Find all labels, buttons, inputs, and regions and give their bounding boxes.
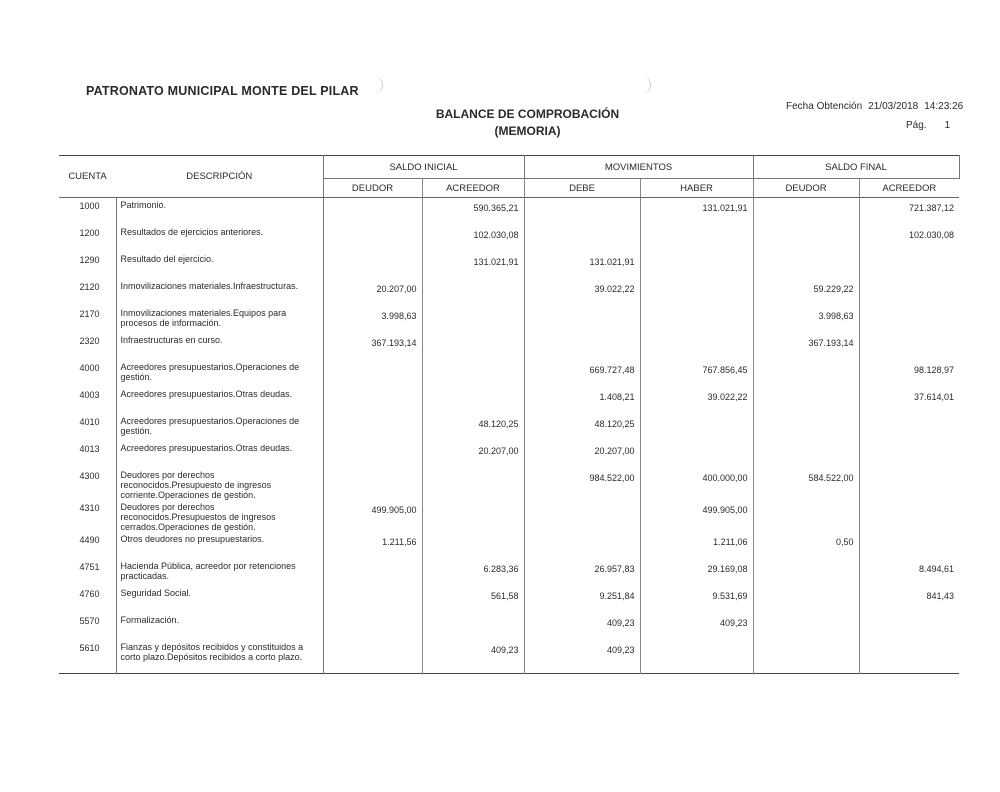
descripcion-cell: Resultado del ejercicio. <box>116 252 323 279</box>
debe-cell <box>524 500 640 532</box>
debe-cell: 20.207,00 <box>524 441 640 468</box>
si-deudor-cell: 367.193,14 <box>323 333 422 360</box>
cuenta-cell: 4003 <box>79 389 100 400</box>
si-deudor-cell: 499.905,00 <box>323 500 422 532</box>
balance-rows <box>59 198 959 674</box>
sf-acreedor-cell <box>859 613 959 640</box>
sf-acreedor-cell <box>859 500 959 532</box>
debe-cell: 984.522,00 <box>524 468 640 500</box>
si-deudor-cell <box>323 441 422 468</box>
si-deudor-cell <box>323 360 422 387</box>
subcol-sf-acreedor: ACREEDOR <box>859 179 959 198</box>
sf-acreedor-cell: 841,43 <box>859 586 959 613</box>
debe-cell: 1.408,21 <box>524 387 640 414</box>
debe-cell: 39.022,22 <box>524 279 640 306</box>
si-deudor-cell <box>323 414 422 441</box>
sf-acreedor-cell <box>859 414 959 441</box>
debe-cell <box>524 225 640 252</box>
report-title-line2: (MEMORIA) <box>494 124 561 138</box>
table-row <box>59 559 959 586</box>
si-acreedor-cell <box>422 333 524 360</box>
sf-acreedor-cell: 8.494,61 <box>859 559 959 586</box>
descripcion-cell: Resultados de ejercicios anteriores. <box>116 225 323 252</box>
sf-deudor-cell <box>753 640 859 674</box>
descripcion-cell: Acreedores presupuestarios.Otras deudas. <box>116 441 323 468</box>
haber-cell: 400.000,00 <box>640 468 753 500</box>
descripcion-cell: Inmovilizaciones materiales.Infraestructuras. <box>116 279 323 306</box>
descripcion-cell: Deudores por derechos reconocidos.Presupuestos de ingresos cerrados.Operaciones de gestión. <box>116 500 323 532</box>
table-row <box>59 640 959 674</box>
col-cuenta: CUENTA <box>59 156 116 198</box>
table-row <box>59 414 959 441</box>
si-deudor-cell: 1.211,56 <box>323 532 422 559</box>
si-acreedor-cell: 409,23 <box>422 640 524 674</box>
haber-cell: 9.531,69 <box>640 586 753 613</box>
sf-acreedor-cell: 98.128,97 <box>859 360 959 387</box>
si-deudor-cell <box>323 640 422 674</box>
debe-cell: 669.727,48 <box>524 360 640 387</box>
cuenta-cell: 2320 <box>79 335 100 346</box>
si-acreedor-cell: 102.030,08 <box>422 225 524 252</box>
cuenta-cell: 5610 <box>79 642 100 653</box>
debe-cell <box>524 198 640 225</box>
table-row <box>59 500 959 532</box>
sf-deudor-cell: 0,50 <box>753 532 859 559</box>
haber-cell <box>640 225 753 252</box>
si-deudor-cell <box>323 613 422 640</box>
haber-cell: 499.905,00 <box>640 500 753 532</box>
descripcion-cell: Seguridad Social. <box>116 586 323 613</box>
sf-acreedor-cell <box>859 279 959 306</box>
sf-deudor-cell <box>753 441 859 468</box>
descripcion-cell: Hacienda Pública, acreedor por retenciones practicadas. <box>116 559 323 586</box>
descripcion-cell: Acreedores presupuestarios.Operaciones de gestión. <box>116 414 323 441</box>
table-row <box>59 306 959 333</box>
descripcion-cell: Fianzas y depósitos recibidos y constituidos a corto plazo.Depósitos recibidos a corto plazo. <box>116 640 323 674</box>
cuenta-cell: 4310 <box>79 502 100 513</box>
si-acreedor-cell <box>422 613 524 640</box>
cuenta-cell: 5570 <box>79 615 100 626</box>
haber-cell: 767.856,45 <box>640 360 753 387</box>
cuenta-cell: 4013 <box>79 443 100 454</box>
table-row <box>59 532 959 559</box>
haber-cell <box>640 640 753 674</box>
sf-deudor-cell <box>753 252 859 279</box>
sf-deudor-cell <box>753 198 859 225</box>
si-acreedor-cell <box>422 306 524 333</box>
debe-cell: 26.957,83 <box>524 559 640 586</box>
descripcion-cell: Otros deudores no presupuestarios. <box>116 532 323 559</box>
group-saldo-final: SALDO FINAL <box>753 156 959 179</box>
debe-cell <box>524 532 640 559</box>
subcol-debe: DEBE <box>524 179 640 198</box>
sf-acreedor-cell <box>859 306 959 333</box>
haber-cell: 131.021,91 <box>640 198 753 225</box>
descripcion-cell: Infraestructuras en curso. <box>116 333 323 360</box>
si-acreedor-cell <box>422 532 524 559</box>
debe-cell: 9.251,84 <box>524 586 640 613</box>
sf-acreedor-cell <box>859 252 959 279</box>
balance-table <box>59 155 960 674</box>
haber-cell <box>640 333 753 360</box>
binder-hole-mark <box>638 76 651 94</box>
table-row <box>59 252 959 279</box>
subcol-si-deudor: DEUDOR <box>323 179 422 198</box>
si-deudor-cell: 3.998,63 <box>323 306 422 333</box>
report-title-line1: BALANCE DE COMPROBACIÓN <box>435 107 620 121</box>
table-row <box>59 613 959 640</box>
subcol-sf-deudor: DEUDOR <box>753 179 859 198</box>
sf-deudor-cell: 584.522,00 <box>753 468 859 500</box>
sf-deudor-cell: 367.193,14 <box>753 333 859 360</box>
haber-cell <box>640 414 753 441</box>
organization-name: PATRONATO MUNICIPAL MONTE DEL PILAR <box>86 84 359 98</box>
si-acreedor-cell: 590.365,21 <box>422 198 524 225</box>
cuenta-cell: 4490 <box>79 534 100 545</box>
cuenta-cell: 4760 <box>79 588 100 599</box>
haber-cell: 29.169,08 <box>640 559 753 586</box>
cuenta-cell: 4010 <box>79 416 100 427</box>
si-deudor-cell <box>323 198 422 225</box>
sf-acreedor-cell <box>859 532 959 559</box>
page-indicator <box>906 120 950 131</box>
table-row <box>59 441 959 468</box>
si-deudor-cell <box>323 559 422 586</box>
fecha-time: 14:23:26 <box>924 101 964 112</box>
cuenta-cell: 2120 <box>79 281 100 292</box>
sf-deudor-cell <box>753 500 859 532</box>
col-descripcion: DESCRIPCIÓN <box>116 156 323 198</box>
descripcion-cell: Inmovilizaciones materiales.Equipos para procesos de información. <box>116 306 323 333</box>
sf-acreedor-cell <box>859 333 959 360</box>
group-movimientos: MOVIMIENTOS <box>524 156 753 179</box>
si-acreedor-cell: 131.021,91 <box>422 252 524 279</box>
table-row <box>59 387 959 414</box>
sf-deudor-cell <box>753 613 859 640</box>
sf-acreedor-cell <box>859 441 959 468</box>
haber-cell <box>640 306 753 333</box>
descripcion-cell: Deudores por derechos reconocidos.Presupuesto de ingresos corriente.Operaciones de gestión. <box>116 468 323 500</box>
table-row <box>59 468 959 500</box>
haber-cell: 409,23 <box>640 613 753 640</box>
cuenta-cell: 1000 <box>79 201 100 211</box>
sf-deudor-cell <box>753 387 859 414</box>
sf-acreedor-cell: 37.614,01 <box>859 387 959 414</box>
sf-deudor-cell <box>753 586 859 613</box>
descripcion-cell: Acreedores presupuestarios.Otras deudas. <box>116 387 323 414</box>
sf-acreedor-cell: 721.387,12 <box>859 198 959 225</box>
sf-deudor-cell <box>753 559 859 586</box>
si-deudor-cell <box>323 586 422 613</box>
debe-cell: 131.021,91 <box>524 252 640 279</box>
si-acreedor-cell <box>422 468 524 500</box>
fecha-label: Fecha Obtención <box>786 101 863 112</box>
page-number: 1 <box>944 120 951 131</box>
si-acreedor-cell <box>422 279 524 306</box>
report-title <box>420 106 635 140</box>
table-row <box>59 279 959 306</box>
sf-deudor-cell <box>753 414 859 441</box>
table-row <box>59 586 959 613</box>
si-acreedor-cell: 48.120,25 <box>422 414 524 441</box>
si-acreedor-cell <box>422 360 524 387</box>
si-deudor-cell <box>323 468 422 500</box>
cuenta-cell: 1200 <box>79 227 100 238</box>
table-row <box>59 333 959 360</box>
descripcion-cell: Acreedores presupuestarios.Operaciones de gestión. <box>116 360 323 387</box>
cuenta-cell: 4300 <box>79 470 100 481</box>
haber-cell <box>640 252 753 279</box>
sf-acreedor-cell <box>859 468 959 500</box>
table-row <box>59 198 959 225</box>
si-acreedor-cell: 6.283,36 <box>422 559 524 586</box>
cuenta-cell: 1290 <box>79 254 100 265</box>
sf-deudor-cell: 3.998,63 <box>753 306 859 333</box>
sf-acreedor-cell <box>859 640 959 674</box>
haber-cell: 39.022,22 <box>640 387 753 414</box>
fecha-date: 21/03/2018 <box>868 101 919 112</box>
cuenta-cell: 2170 <box>79 308 100 319</box>
si-deudor-cell <box>323 387 422 414</box>
group-saldo-inicial: SALDO INICIAL <box>323 156 524 179</box>
fecha-obtencion <box>786 101 963 112</box>
haber-cell <box>640 441 753 468</box>
si-acreedor-cell <box>422 387 524 414</box>
subcol-si-acreedor: ACREEDOR <box>422 179 524 198</box>
sf-deudor-cell: 59.229,22 <box>753 279 859 306</box>
sf-deudor-cell <box>753 360 859 387</box>
debe-cell <box>524 306 640 333</box>
haber-cell: 1.211,06 <box>640 532 753 559</box>
si-acreedor-cell: 561,58 <box>422 586 524 613</box>
si-deudor-cell: 20.207,00 <box>323 279 422 306</box>
sf-acreedor-cell: 102.030,08 <box>859 225 959 252</box>
debe-cell: 409,23 <box>524 640 640 674</box>
debe-cell <box>524 333 640 360</box>
sf-deudor-cell <box>753 225 859 252</box>
haber-cell <box>640 279 753 306</box>
binder-hole-mark <box>370 76 383 94</box>
si-deudor-cell <box>323 252 422 279</box>
debe-cell: 409,23 <box>524 613 640 640</box>
si-acreedor-cell <box>422 500 524 532</box>
cuenta-cell: 4751 <box>79 561 100 572</box>
page-label: Pág. <box>906 120 927 131</box>
si-deudor-cell <box>323 225 422 252</box>
descripcion-cell: Formalización. <box>116 613 323 640</box>
table-row <box>59 225 959 252</box>
cuenta-cell: 4000 <box>79 362 100 373</box>
si-acreedor-cell: 20.207,00 <box>422 441 524 468</box>
descripcion-cell: Patrimonio. <box>116 198 323 225</box>
debe-cell: 48.120,25 <box>524 414 640 441</box>
subcol-haber: HABER <box>640 179 753 198</box>
table-row <box>59 360 959 387</box>
